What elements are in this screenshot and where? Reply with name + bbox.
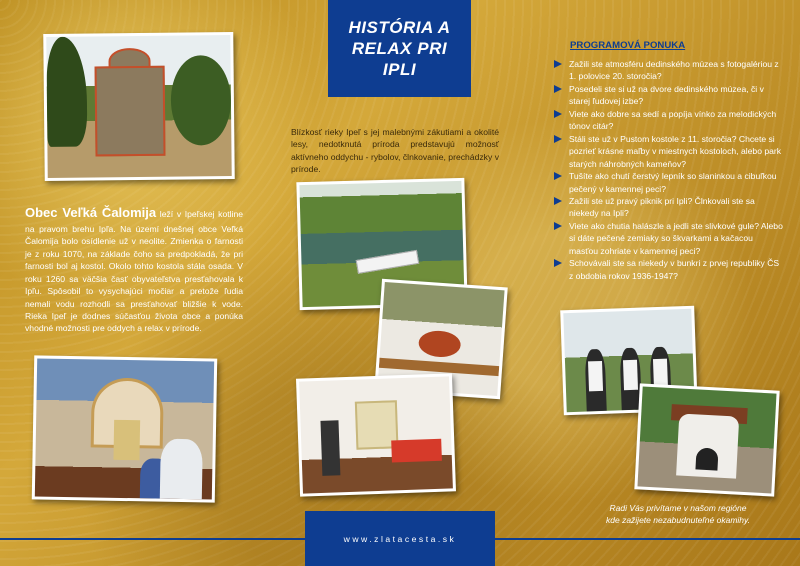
arrow-icon	[554, 222, 562, 230]
bread-oven-photo	[634, 383, 779, 496]
village-text: leží v Ipeľskej kotline na pravom brehu Ipľa. Na území dnešnej obce Veľká Čalomija bolo osídlenie už v neolite. Zmienka o farnosti je z roku 1070, na základe čoho sa predpokladá, že pri farnosti bol aj kostol. Okolo tohto kostola stála osada. V roku 1260 sa väčšia časť obyvateľstva presťahovala k Ipľu. Spôsobil to vysychajúci močiar a pretože ľudia nemali vodu rozhodli sa presťahovať bližšie k vode. Rieka Ipeľ je dodnes súčasťou života obce a ponúka vhodné možnosti pre oddych a relax v prírode.	[25, 209, 244, 334]
footer-divider-right	[495, 538, 800, 540]
program-item: Viete ako dobre sa sedí a popíja vínko za melodických tónov citár?	[554, 108, 784, 133]
website-box	[305, 511, 495, 566]
title-line-2: RELAX PRI IPLI	[351, 38, 448, 80]
folk-room-photo	[296, 373, 456, 496]
title-box	[328, 0, 471, 97]
website-link[interactable]: www.zlatacesta.sk	[343, 533, 457, 544]
program-item: Stáli ste už v Pustom kostole z 11. storočia? Chcete si pozrieť krásne maľby v miestnych kostoloch, alebo park starých náhrobných kameňov?	[554, 133, 784, 170]
program-item: Viete ako chutia halászle a jedli ste slivkové gule? Alebo si dáte pečené zemiaky so škvarkami a kačacou masťou zohriate v kamennej peci?	[554, 220, 784, 257]
program-item: Zažili ste už pravý piknik pri Ipli? Člnkovali ste sa niekedy na Ipli?	[554, 195, 784, 220]
program-heading: PROGRAMOVÁ PONUKA	[570, 40, 686, 51]
arrow-icon	[554, 85, 562, 93]
footer-divider-left	[0, 538, 305, 540]
program-item: Zažili ste atmosféru dedinského múzea s fotogalériou z 1. polovice 20. storočia?	[554, 58, 784, 83]
church-restoration-photo	[43, 32, 235, 181]
church-interior-photo	[32, 355, 217, 502]
arrow-icon	[554, 135, 562, 143]
caption-line-1: Radi Vás privítame v našom regióne	[609, 503, 747, 513]
arrow-icon	[554, 60, 562, 68]
title-line-1: HISTÓRIA A	[348, 17, 451, 37]
welcome-caption	[578, 503, 778, 527]
arrow-icon	[554, 110, 562, 118]
program-list	[554, 58, 784, 282]
page-title	[336, 17, 463, 81]
program-item: Schovávali ste sa niekedy v bunkri z prvej republiky ČS z obdobia rokov 1936-1947?	[554, 257, 784, 282]
village-paragraph	[25, 204, 243, 335]
intro-paragraph: Blízkosť rieky Ipeľ s jej malebnými zákutiami a okolité lesy, nedotknutá príroda predstavujú možnosť aktívneho oddychu - rybolov, člnkovanie, prechádzky v prírode.	[291, 127, 499, 175]
village-name: Obec Veľká Čalomija	[25, 205, 157, 220]
arrow-icon	[554, 172, 562, 180]
caption-line-2: kde zažijete nezabudnuteľné okamihy.	[606, 514, 750, 525]
program-item: Tušíte ako chutí čerstvý lepník so slaninkou a cibuľkou pečený v kamennej peci?	[554, 170, 784, 195]
arrow-icon	[554, 197, 562, 205]
arrow-icon	[554, 259, 562, 267]
program-item: Posedeli ste si už na dvore dedinského múzea, či v starej ľudovej izbe?	[554, 83, 784, 108]
